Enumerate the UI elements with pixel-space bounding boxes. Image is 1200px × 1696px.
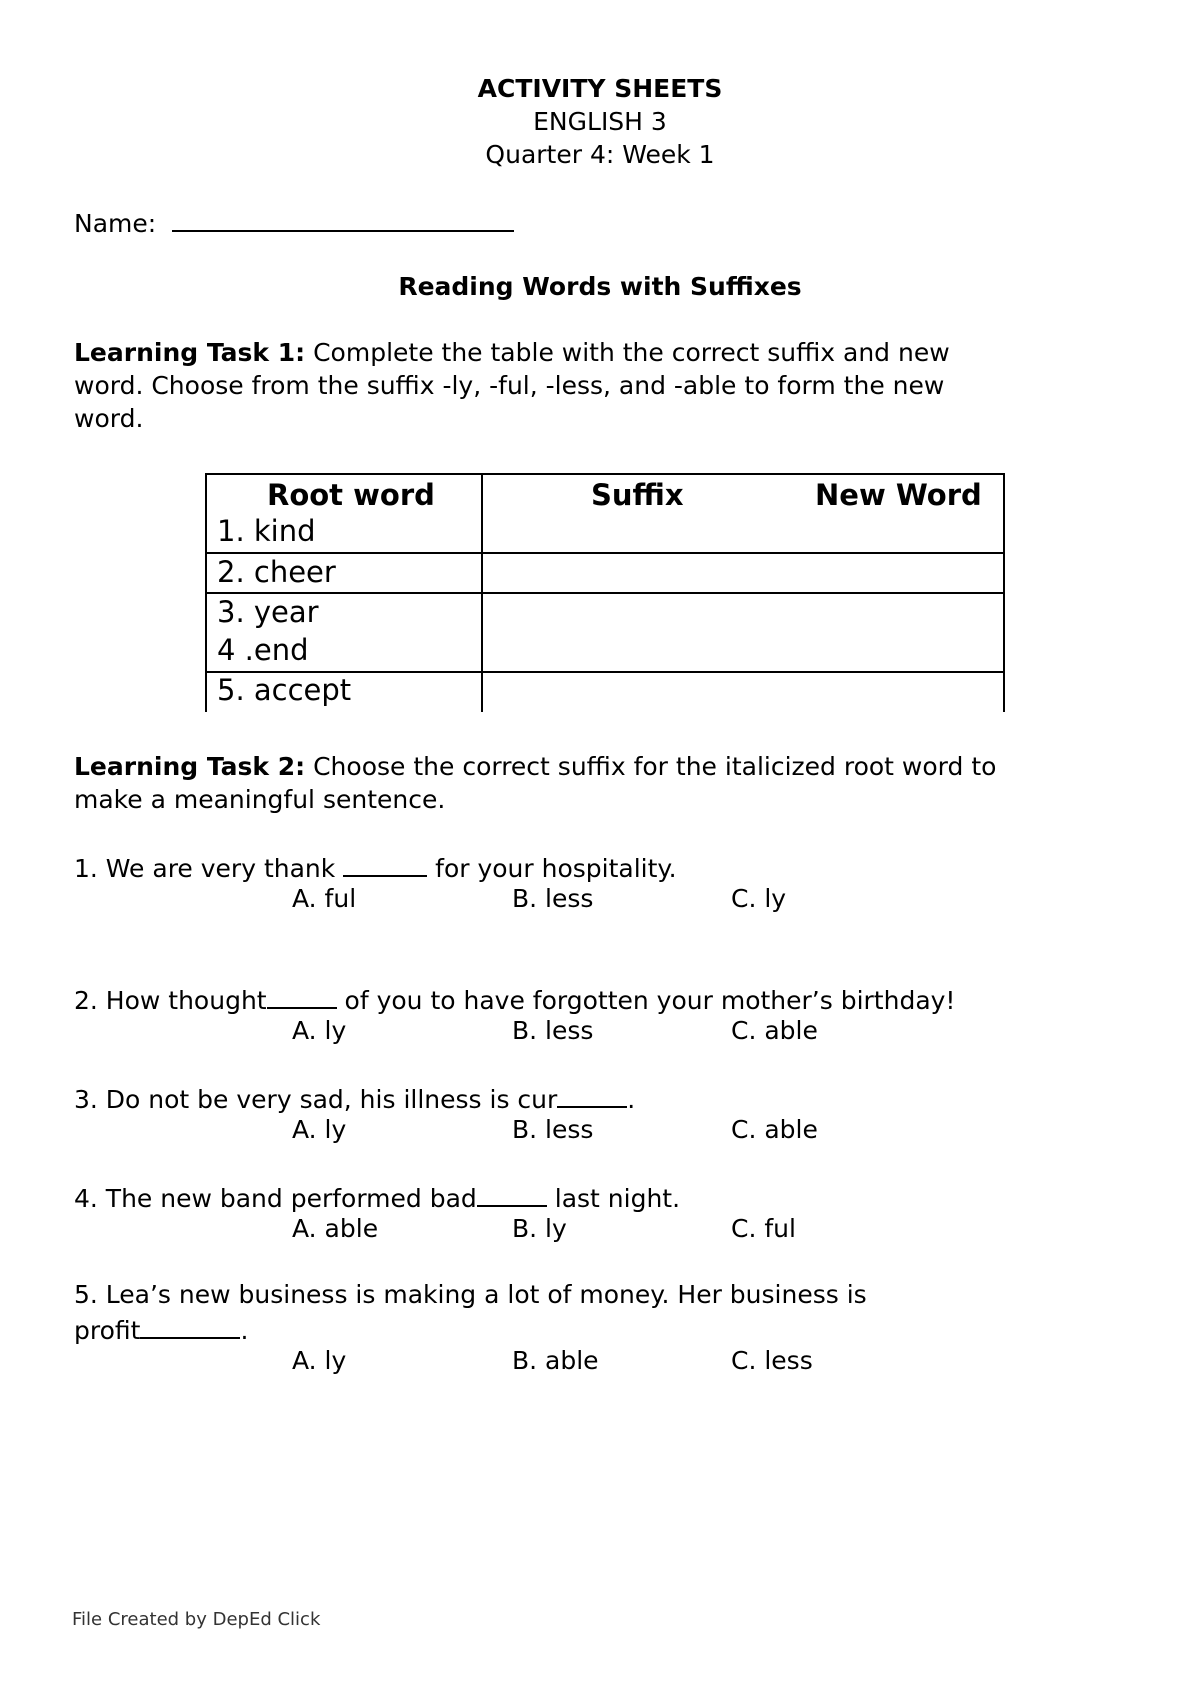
table-row-root-word: 4 .end xyxy=(217,633,309,667)
task1-instruction-line1 xyxy=(74,338,950,368)
task2-text1: Choose the correct suffix for the italicized root word to xyxy=(305,752,997,781)
question-text: profit xyxy=(74,1316,141,1345)
option-a[interactable]: A. ly xyxy=(292,1346,347,1375)
task2-label: Learning Task 2: xyxy=(74,752,306,781)
question-text-end: last night. xyxy=(546,1184,681,1213)
option-c[interactable]: C. less xyxy=(731,1346,813,1375)
table-header-root-word: Root word xyxy=(267,478,435,512)
name-row xyxy=(74,206,514,239)
option-c[interactable]: C. ful xyxy=(731,1214,796,1243)
footer-credit: File Created by DepEd Click xyxy=(72,1609,321,1630)
answer-blank[interactable] xyxy=(557,1082,627,1108)
option-b[interactable]: B. able xyxy=(512,1346,599,1375)
option-a[interactable]: A. ful xyxy=(292,884,357,913)
option-b[interactable]: B. ly xyxy=(512,1214,567,1243)
table-header-suffix: Suffix xyxy=(591,478,684,512)
quarter-label: Quarter 4: Week 1 xyxy=(485,140,715,169)
question-text: 1. We are very thank xyxy=(74,854,344,883)
option-a[interactable]: A. able xyxy=(292,1214,379,1243)
answer-blank[interactable] xyxy=(140,1313,240,1339)
question-text-end: of you to have forgotten your mother’s birthday! xyxy=(336,986,956,1015)
question-3 xyxy=(74,1082,635,1115)
task1-instruction-line3: word. xyxy=(74,404,144,433)
name-blank[interactable] xyxy=(172,206,514,232)
option-b[interactable]: B. less xyxy=(512,884,594,913)
table-row-divider xyxy=(207,592,1003,594)
option-c[interactable]: C. ly xyxy=(731,884,787,913)
question-text: 2. How thought xyxy=(74,986,267,1015)
question-2 xyxy=(74,983,955,1016)
task1-label: Learning Task 1: xyxy=(74,338,306,367)
lesson-title: Reading Words with Suffixes xyxy=(398,272,802,301)
table-row-root-word: 3. year xyxy=(217,595,319,629)
name-label: Name: xyxy=(74,209,157,238)
table-row-root-word: 5. accept xyxy=(217,673,352,707)
sheet-title: ACTIVITY SHEETS xyxy=(477,74,723,103)
question-1 xyxy=(74,851,677,884)
question-text-end: for your hospitality. xyxy=(427,854,677,883)
option-c[interactable]: C. able xyxy=(731,1016,818,1045)
question-text: 3. Do not be very sad, his illness is cur xyxy=(74,1085,558,1114)
question-text-end: . xyxy=(627,1085,636,1114)
question-text-end: . xyxy=(240,1316,249,1345)
task1-text1: Complete the table with the correct suffix and new xyxy=(305,338,950,367)
option-b[interactable]: B. less xyxy=(512,1115,594,1144)
answer-blank[interactable] xyxy=(267,983,337,1009)
option-a[interactable]: A. ly xyxy=(292,1016,347,1045)
question-5-line1: 5. Lea’s new business is making a lot of money. Her business is xyxy=(74,1280,867,1309)
answer-blank[interactable] xyxy=(477,1181,547,1207)
task2-instruction-line2: make a meaningful sentence. xyxy=(74,785,446,814)
subject-label: ENGLISH 3 xyxy=(533,107,667,136)
option-b[interactable]: B. less xyxy=(512,1016,594,1045)
table-row-root-word: 2. cheer xyxy=(217,555,336,589)
question-5-line2 xyxy=(74,1313,248,1346)
table-header-new-word: New Word xyxy=(815,478,982,512)
table-row-root-word: 1. kind xyxy=(217,514,316,548)
suffix-table xyxy=(205,473,1005,712)
question-4 xyxy=(74,1181,680,1214)
option-c[interactable]: C. able xyxy=(731,1115,818,1144)
task2-instruction-line1 xyxy=(74,752,996,782)
option-a[interactable]: A. ly xyxy=(292,1115,347,1144)
task1-instruction-line2: word. Choose from the suffix -ly, -ful, -less, and -able to form the new xyxy=(74,371,945,400)
question-text: 4. The new band performed bad xyxy=(74,1184,477,1213)
answer-blank[interactable] xyxy=(343,851,427,877)
